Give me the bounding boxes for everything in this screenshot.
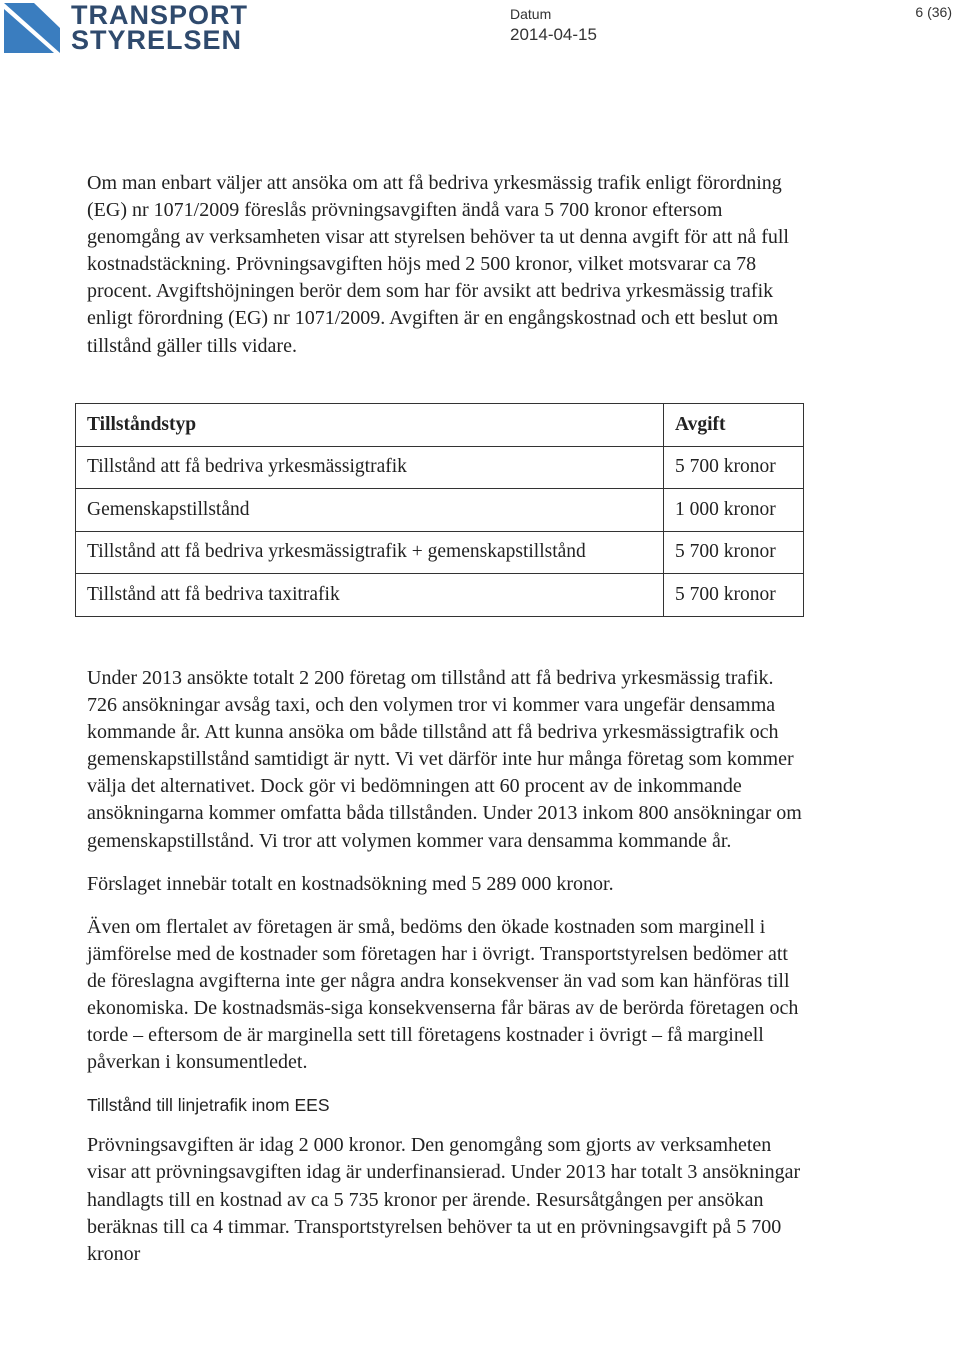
- table-cell: Tillstånd att få bedriva yrkesmässigtrafik + gemenskapstillstånd: [76, 531, 664, 574]
- paragraph-5: Prövningsavgiften är idag 2 000 kronor. Den genomgång som gjorts av verksamheten visar att prövningsavgiften idag är underfinansierad. Under 2013 har totalt 3 ansökningar handlagts till en kostnad av ca 5 735 kronor per ärende. Resursåtgången per ansökan beräknas till ca 4 timmar. Transportstyrelsen behöver ta ut en prövningsavgift på 5 700 kronor: [87, 1134, 801, 1265]
- document-body: [87, 170, 807, 360]
- section-subheading: Tillstånd till linjetrafik inom EES: [87, 1095, 330, 1116]
- document-body-continued: [87, 665, 807, 1268]
- date-label: Datum: [510, 6, 552, 22]
- logo-line-1: TRANSPORT: [71, 0, 248, 30]
- table-cell: Tillstånd att få bedriva taxitrafik: [76, 574, 664, 617]
- logo-mark-icon: [4, 3, 60, 53]
- paragraph-1: Om man enbart väljer att ansöka om att få bedriva yrkesmässig trafik enligt förordning (EG) nr 1071/2009 föreslås prövningsavgiften ändå vara 5 700 kronor eftersom genomgång av verksamheten visar att styrelsen behöver ta ut denna avgift för att nå full kostnadstäckning. Prövningsavgiften höjs med 2 500 kronor, vilket motsvarar ca 78 procent. Avgiftshöjningen berör dem som har för avsikt att bedriva yrkesmässig trafik enligt förordning (EG) nr 1071/2009. Avgiften är en engångskostnad och ett beslut om tillstånd gäller tills vidare.: [87, 172, 789, 357]
- table-cell: Tillstånd att få bedriva yrkesmässigtrafik: [76, 446, 664, 489]
- table-row: [76, 489, 804, 532]
- table-row: [76, 574, 804, 617]
- table-row: [76, 446, 804, 489]
- table-cell: Gemenskapstillstånd: [76, 489, 664, 532]
- table-header-cell: Avgift: [664, 404, 804, 447]
- paragraph-4: Även om flertalet av företagen är små, bedöms den ökade kostnaden som marginell i jämförelse med de kostnader som företagen har i övrigt. Transportstyrelsen bedömer att de föreslagna avgifterna inte ger några andra konsekvenser än vad som kan hänföras till ekonomiska. De kostnadsmäs-siga konsekvenserna får bäras av de berörda företagen och torde – eftersom de är marginella sett till företagens kostnader i övrigt – få marginell påverkan i konsumentledet.: [87, 915, 799, 1074]
- date-value: 2014-04-15: [510, 25, 597, 44]
- paragraph-2: Under 2013 ansökte totalt 2 200 företag om tillstånd att få bedriva yrkesmässig trafik. 726 ansökningar avsåg taxi, och den volymen tror vi kommer vara ungefär densamma kommande år. Att kunna ansöka om både tillstånd att få bedriva yrkesmässigtrafik och gemenskapstillstånd samtidigt är nytt. Vi vet därför inte hur många företag som kommer välja det alternativet. Dock gör vi bedömningen att 60 procent av de inkommande ansökningarna kommer omfatta båda tillstånden. Under 2013 inkom 800 ansökningar om gemenskapstillstånd. Vi tror att volymen kommer vara densamma kommande år.: [87, 667, 802, 852]
- logo-line-2: STYRELSEN: [71, 25, 243, 55]
- table-header-row: [76, 404, 804, 447]
- table-cell: 5 700 kronor: [664, 446, 804, 489]
- logo-text: [71, 0, 248, 55]
- paragraph-3: Förslaget innebär totalt en kostnadsökning med 5 289 000 kronor.: [87, 872, 614, 895]
- table-header-cell: Tillståndstyp: [76, 404, 664, 447]
- page-number: 6 (36): [915, 4, 952, 20]
- table-cell: 5 700 kronor: [664, 574, 804, 617]
- table-row: [76, 531, 804, 574]
- table-cell: 1 000 kronor: [664, 489, 804, 532]
- table-cell: 5 700 kronor: [664, 531, 804, 574]
- fee-table: [75, 403, 804, 617]
